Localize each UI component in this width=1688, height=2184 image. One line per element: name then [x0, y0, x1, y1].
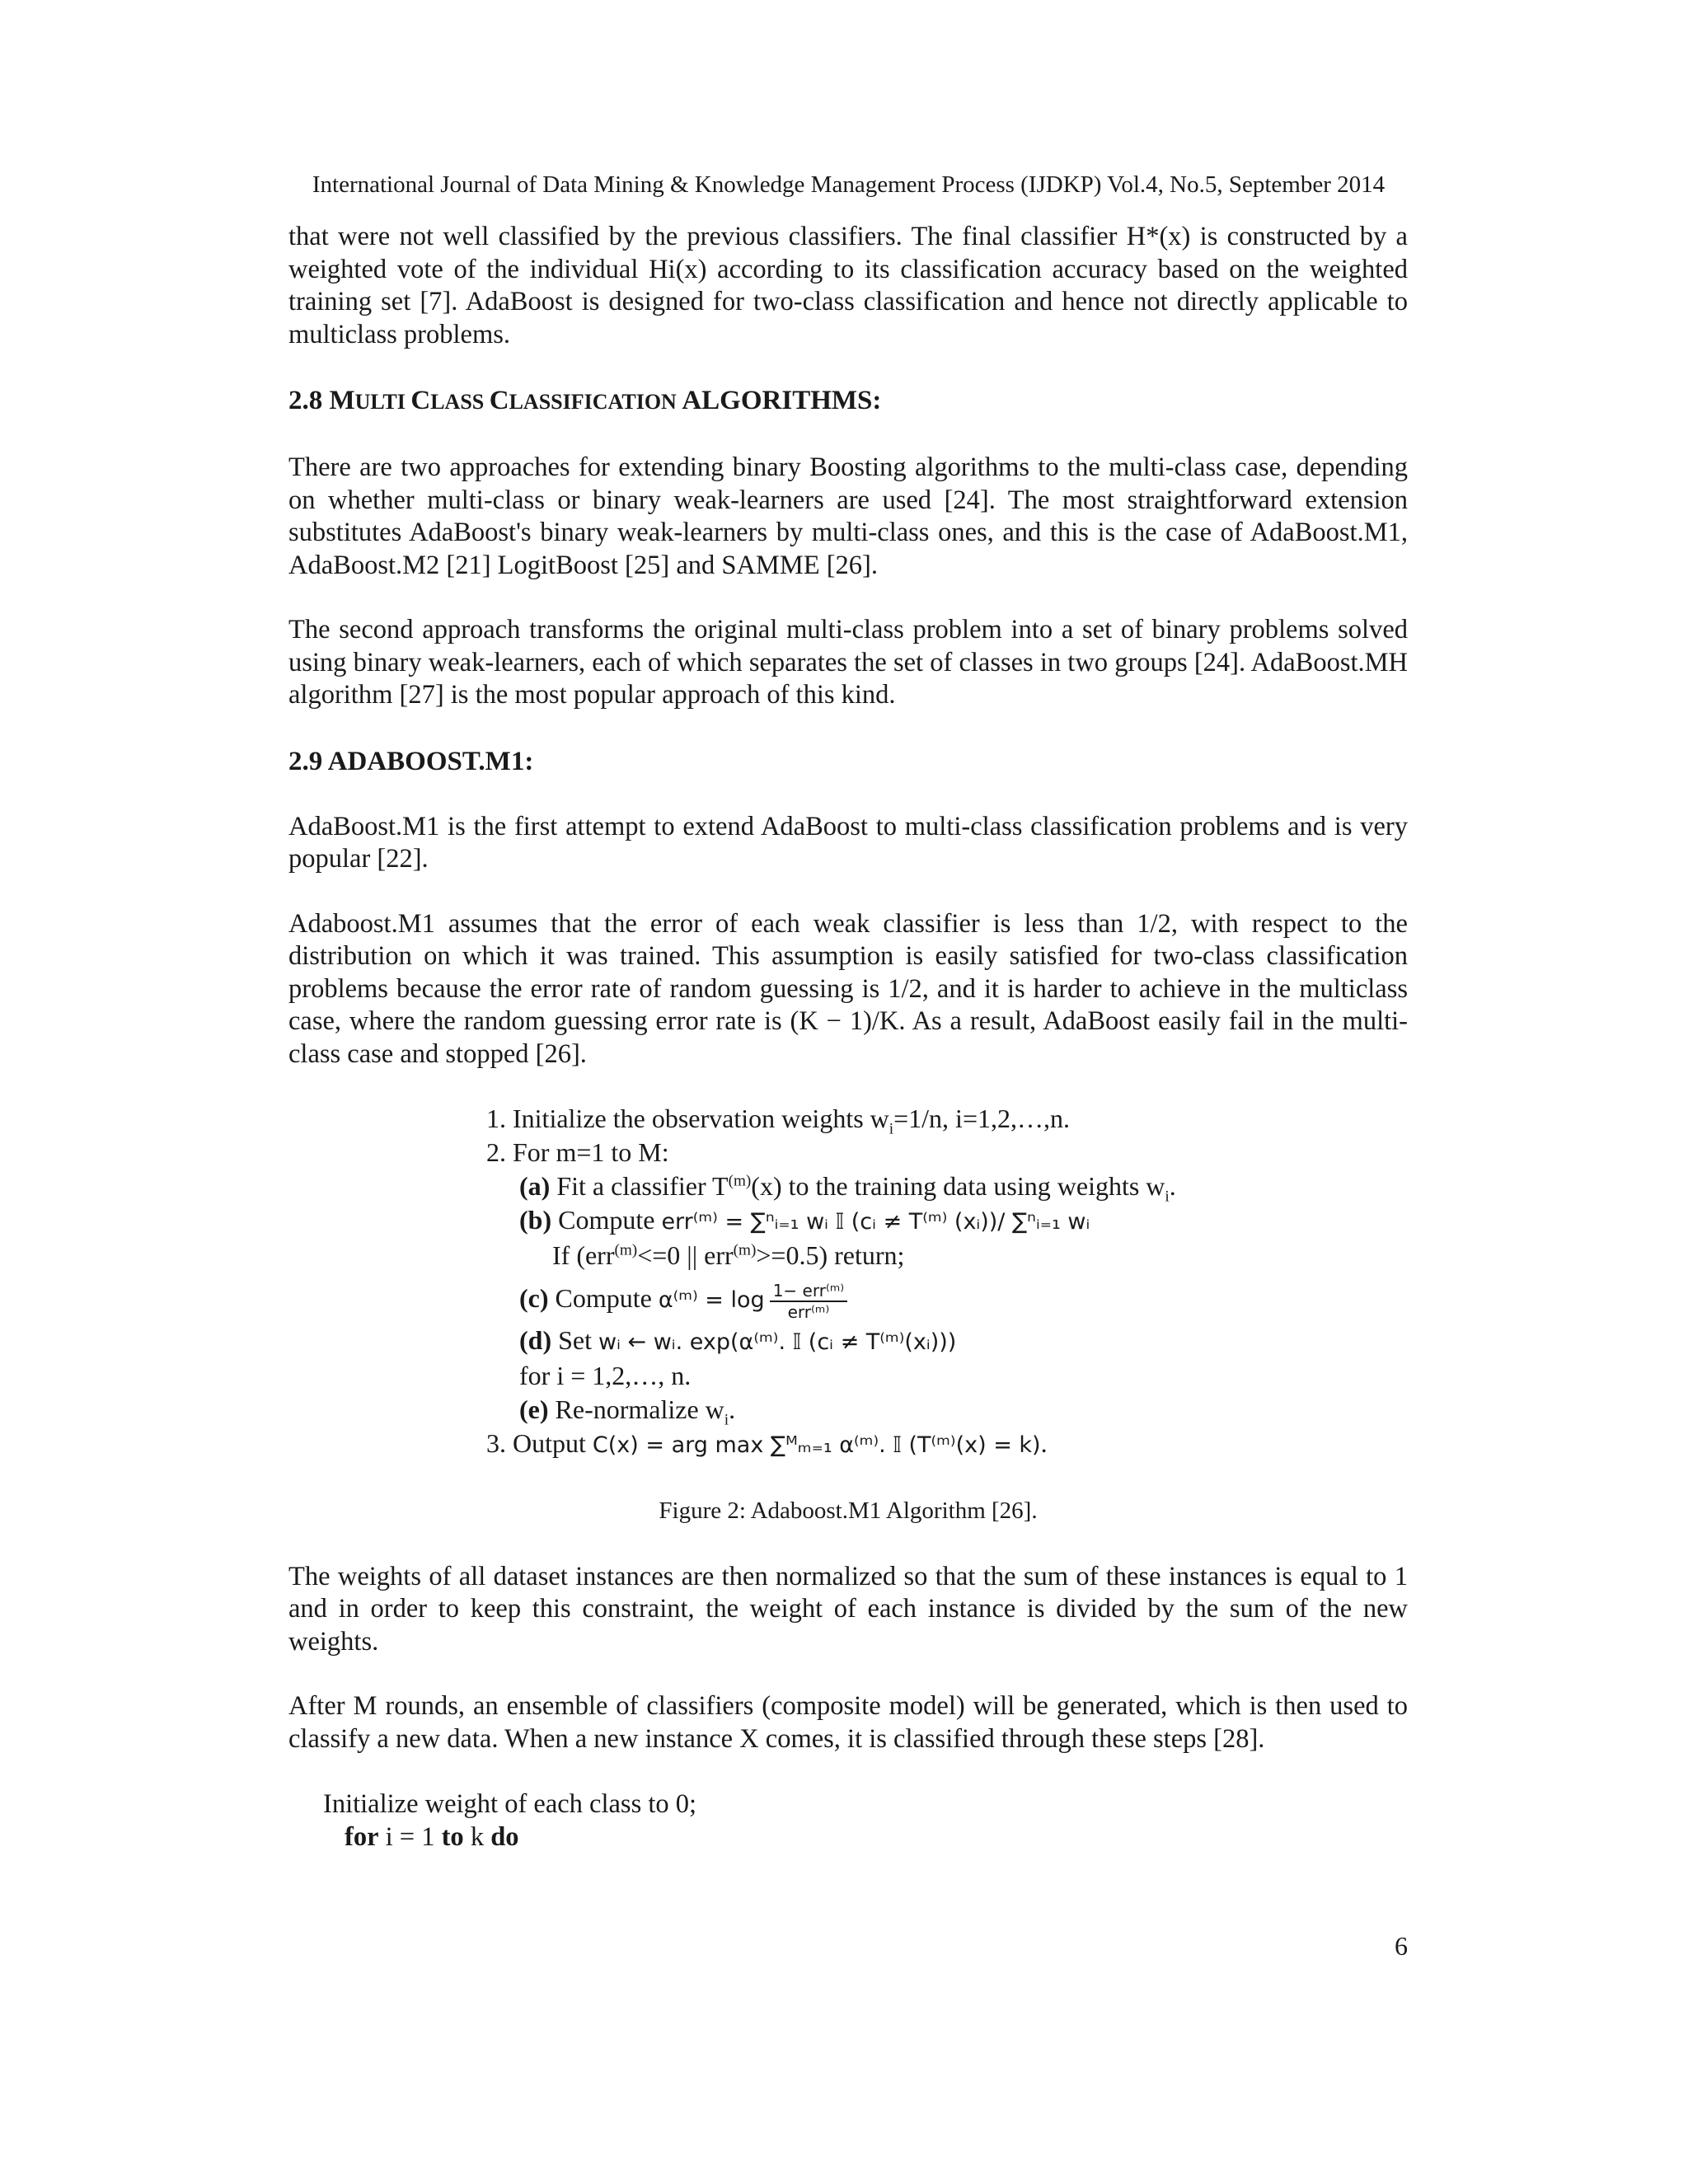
pseudocode-line-1: Initialize weight of each class to 0;	[323, 1789, 697, 1819]
fraction-numerator: 1− err⁽ᵐ⁾	[770, 1281, 848, 1302]
section-heading-2-9: 2.9 ADABOOST.M1:	[288, 746, 534, 776]
pseudocode-line-2	[323, 1821, 1408, 1854]
algo-step-b	[486, 1203, 1409, 1239]
keyword-to: to	[441, 1822, 464, 1852]
paragraph-weights: The weights of all dataset instances are then normalized so that the sum of these instances is equal to 1 and in order to keep this constraint, the weight of each instance is divided by the sum of the new weights.	[288, 1561, 1408, 1657]
algo-label: (b)	[519, 1205, 552, 1235]
heading-word-classification-cap: C	[489, 386, 509, 415]
article-body	[288, 221, 1408, 1854]
algo-for-line: for i = 1,2,…, n.	[519, 1361, 692, 1390]
algo-superscript: (m)	[728, 1172, 752, 1190]
algo-superscript: (m)	[733, 1241, 757, 1259]
algo-text: .	[1040, 1428, 1048, 1458]
algo-label: (d)	[519, 1325, 552, 1355]
heading-word-classification-rest: LASSIFICATION	[509, 390, 682, 414]
paragraph-adaboost-m1-assumption: Adaboost.M1 assumes that the error of each weak classifier is less than 1/2, with respect to the distribution on which it was trained. This assumption is easily satisfied for two-class classification problems because the error rate of random guessing is 1/2, and it is harder to achieve in the multiclass case, where the random guessing error rate is (K − 1)/K. As a result, AdaBoost easily fail in the multi-class case and stopped [26].	[288, 908, 1408, 1069]
keyword-do: do	[490, 1822, 519, 1852]
algo-text: .	[729, 1394, 736, 1424]
algo-subscript: i	[889, 1120, 894, 1138]
paragraph-rounds: After M rounds, an ensemble of classifiers (composite model) will be generated, which is then used to classify a new data. When a new instance X comes, it is classified through these steps [28].	[288, 1691, 1408, 1754]
formula-weight-update: wᵢ ← wᵢ. exp(α⁽ᵐ⁾. 𝕀 (cᵢ ≠ T⁽ᵐ⁾(xᵢ)))	[598, 1329, 957, 1355]
algo-label: (e)	[519, 1394, 549, 1424]
formula-fraction	[770, 1281, 848, 1322]
formula-alpha: α⁽ᵐ⁾ = log	[658, 1287, 765, 1313]
algo-subscript: i	[1165, 1188, 1170, 1206]
algo-step-e	[486, 1393, 1409, 1427]
algo-text: >=0.5) return;	[756, 1240, 905, 1270]
algo-text: Compute	[548, 1283, 659, 1313]
algo-text: Set	[551, 1325, 598, 1355]
algo-text: =1/n, i=1,2,…,n.	[893, 1104, 1070, 1133]
running-head: International Journal of Data Mining & Knowledge Management Process (IJDKP) Vol.4, No.5, September 2014	[312, 171, 1386, 198]
paragraph-second-approach: The second approach transforms the original multi-class problem into a set of binary problems solved using binary weak-learners, each of which separates the set of classes in two groups [24]. AdaBoost.MH algorithm [27] is the most popular approach of this kind.	[288, 615, 1408, 710]
algo-text: Compute	[551, 1205, 662, 1235]
algo-step-2: 2. For m=1 to M:	[486, 1137, 669, 1167]
heading-word-class-rest: LASS	[430, 390, 490, 414]
section-number: 2.8	[288, 386, 330, 415]
figure-caption: Figure 2: Adaboost.M1 Algorithm [26].	[659, 1497, 1038, 1524]
algo-text: Fit a classifier T	[550, 1171, 729, 1201]
algo-text: 3. Output	[486, 1428, 593, 1458]
heading-word-multi-rest: ULTI	[354, 390, 411, 414]
algo-step-d	[486, 1324, 1409, 1359]
pseudocode-text: k	[463, 1822, 491, 1852]
algo-text: .	[1169, 1171, 1176, 1201]
heading-word-class-cap: C	[410, 386, 431, 415]
pseudocode-text: i = 1	[378, 1822, 442, 1852]
algo-step-c	[486, 1272, 1409, 1324]
formula-error: err⁽ᵐ⁾ = ∑ⁿᵢ₌₁ wᵢ 𝕀 (cᵢ ≠ T⁽ᵐ⁾ (xᵢ))/ ∑ⁿᵢ₌₁ wᵢ	[661, 1209, 1090, 1235]
algo-step-3	[486, 1427, 1409, 1462]
algo-text: If (err	[552, 1240, 615, 1270]
section-heading-2-8	[288, 384, 1408, 419]
heading-word-algorithms: ALGORITHMS:	[682, 386, 882, 415]
pseudocode-block	[288, 1788, 1408, 1854]
algo-text: <=0 || err	[637, 1240, 734, 1270]
algo-label: (c)	[519, 1283, 549, 1313]
keyword-for: for	[345, 1822, 379, 1852]
algo-text: (x) to the training data using weights w	[751, 1171, 1165, 1201]
algo-text: 1. Initialize the observation weights w	[486, 1104, 889, 1133]
page-number: 6	[1395, 1931, 1408, 1961]
fraction-denominator: err⁽ᵐ⁾	[787, 1301, 830, 1322]
algo-superscript: (m)	[614, 1241, 638, 1259]
algo-label: (a)	[519, 1171, 551, 1201]
paragraph-intro: that were not well classified by the previous classifiers. The final classifier H*(x) is constructed by a weighted vote of the individual Hi(x) according to its classification accuracy based on the weighted training set [7]. AdaBoost is designed for two-class classification and hence not directly applicable to multiclass problems.	[288, 222, 1408, 349]
algo-return-condition	[486, 1239, 1409, 1272]
algo-text: Re-normalize w	[548, 1394, 724, 1424]
algorithm-figure	[486, 1102, 1409, 1462]
algo-subscript: i	[724, 1411, 729, 1429]
paragraph-approaches: There are two approaches for extending binary Boosting algorithms to the multi-class case, depending on whether multi-class or binary weak-learners are used [24]. The most straightforward extension substitutes AdaBoost's binary weak-learners by multi-class ones, and this is the case of AdaBoost.M1, AdaBoost.M2 [21] LogitBoost [25] and SAMME [26].	[288, 452, 1408, 580]
algo-step-1	[486, 1102, 1409, 1136]
algo-step-a	[486, 1169, 1409, 1206]
paragraph-adaboost-m1-intro: AdaBoost.M1 is the first attempt to extend AdaBoost to multi-class classification problems and is very popular [22].	[288, 811, 1408, 874]
formula-output: C(x) = arg max ∑ᴹₘ₌₁ α⁽ᵐ⁾. 𝕀 (T⁽ᵐ⁾(x) = k)	[592, 1432, 1041, 1458]
heading-word-multi-cap: M	[329, 386, 355, 415]
